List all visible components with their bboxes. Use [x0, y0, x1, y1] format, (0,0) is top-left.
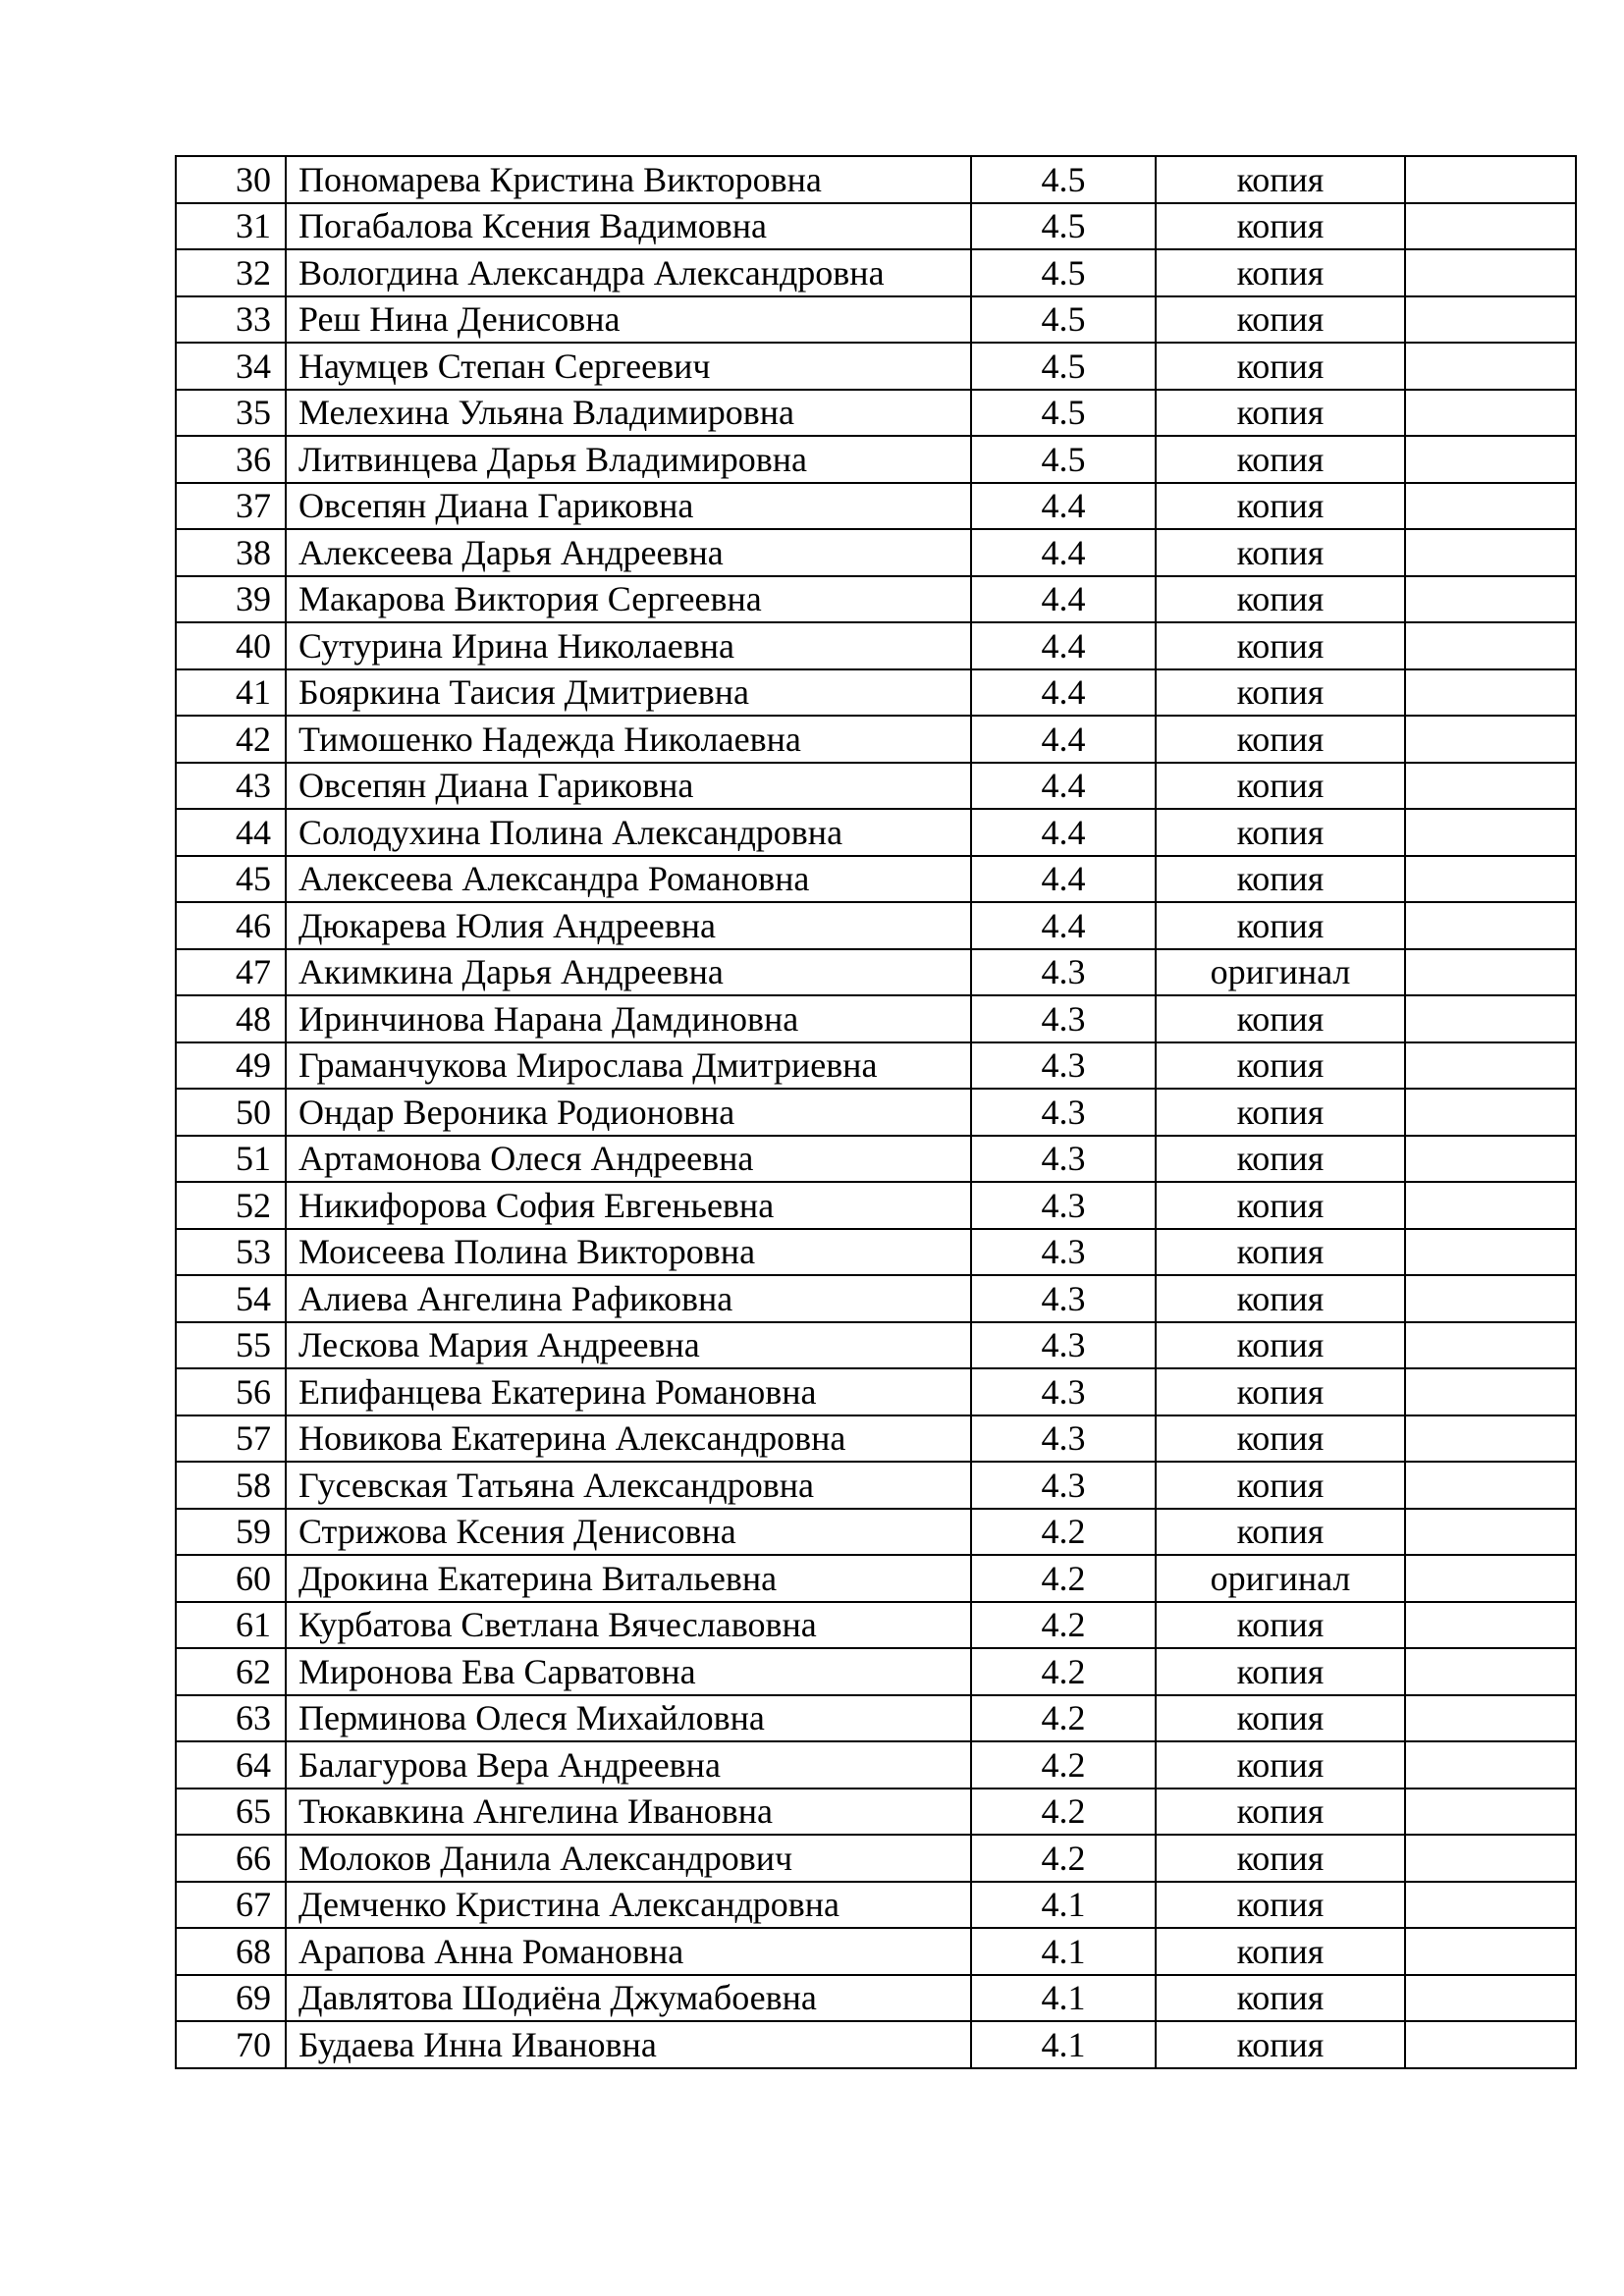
table-row [176, 296, 1576, 344]
document-type: копия [1156, 995, 1405, 1042]
average-score: 4.4 [971, 809, 1156, 856]
applicant-name: Артамонова Олеся Андреевна [286, 1136, 971, 1183]
row-number: 60 [176, 1555, 286, 1602]
row-number: 39 [176, 576, 286, 623]
document-type: копия [1156, 1462, 1405, 1509]
average-score: 4.4 [971, 763, 1156, 810]
document-type: копия [1156, 1509, 1405, 1556]
average-score: 4.4 [971, 902, 1156, 949]
table-row [176, 1182, 1576, 1229]
extra-cell [1405, 1089, 1576, 1136]
row-number: 59 [176, 1509, 286, 1556]
applicant-name: Граманчукова Мирослава Дмитриевна [286, 1042, 971, 1090]
table-row [176, 1462, 1576, 1509]
extra-cell [1405, 2021, 1576, 2068]
table-row [176, 1368, 1576, 1415]
document-type: копия [1156, 1042, 1405, 1090]
average-score: 4.5 [971, 249, 1156, 296]
average-score: 4.3 [971, 1136, 1156, 1183]
table-row [176, 763, 1576, 810]
extra-cell [1405, 669, 1576, 717]
row-number: 50 [176, 1089, 286, 1136]
applicant-name: Сутурина Ирина Николаевна [286, 622, 971, 669]
document-type: копия [1156, 1789, 1405, 1836]
extra-cell [1405, 529, 1576, 576]
extra-cell [1405, 296, 1576, 344]
document-type: копия [1156, 1928, 1405, 1975]
extra-cell [1405, 1136, 1576, 1183]
applicant-name: Алексеева Александра Романовна [286, 856, 971, 903]
row-number: 31 [176, 203, 286, 250]
table-row [176, 716, 1576, 763]
row-number: 61 [176, 1602, 286, 1649]
row-number: 55 [176, 1322, 286, 1369]
extra-cell [1405, 1415, 1576, 1463]
average-score: 4.5 [971, 390, 1156, 437]
extra-cell [1405, 622, 1576, 669]
row-number: 45 [176, 856, 286, 903]
document-type: копия [1156, 669, 1405, 717]
document-type: копия [1156, 1415, 1405, 1463]
average-score: 4.2 [971, 1509, 1156, 1556]
applicant-name: Демченко Кристина Александровна [286, 1882, 971, 1929]
document-type: копия [1156, 1975, 1405, 2022]
average-score: 4.3 [971, 1182, 1156, 1229]
table-row [176, 1835, 1576, 1882]
row-number: 48 [176, 995, 286, 1042]
extra-cell [1405, 1928, 1576, 1975]
table-row [176, 949, 1576, 996]
extra-cell [1405, 1509, 1576, 1556]
table-row [176, 1089, 1576, 1136]
document-type: копия [1156, 1602, 1405, 1649]
applicant-name: Лескова Мария Андреевна [286, 1322, 971, 1369]
applicants-table-body [176, 156, 1576, 2068]
table-row [176, 1928, 1576, 1975]
average-score: 4.2 [971, 1695, 1156, 1742]
extra-cell [1405, 203, 1576, 250]
document-type: копия [1156, 249, 1405, 296]
average-score: 4.4 [971, 576, 1156, 623]
extra-cell [1405, 902, 1576, 949]
document-type: копия [1156, 1368, 1405, 1415]
row-number: 58 [176, 1462, 286, 1509]
document-type: копия [1156, 2021, 1405, 2068]
extra-cell [1405, 390, 1576, 437]
applicant-name: Новикова Екатерина Александровна [286, 1415, 971, 1463]
extra-cell [1405, 156, 1576, 203]
document-type: копия [1156, 576, 1405, 623]
average-score: 4.4 [971, 716, 1156, 763]
table-row [176, 203, 1576, 250]
document-type: копия [1156, 856, 1405, 903]
average-score: 4.3 [971, 1042, 1156, 1090]
extra-cell [1405, 249, 1576, 296]
extra-cell [1405, 1975, 1576, 2022]
row-number: 53 [176, 1229, 286, 1276]
row-number: 44 [176, 809, 286, 856]
table-row [176, 249, 1576, 296]
document-type: копия [1156, 716, 1405, 763]
applicant-name: Перминова Олеся Михайловна [286, 1695, 971, 1742]
average-score: 4.3 [971, 1275, 1156, 1322]
row-number: 63 [176, 1695, 286, 1742]
applicant-name: Балагурова Вера Андреевна [286, 1741, 971, 1789]
document-type: копия [1156, 763, 1405, 810]
table-row [176, 1741, 1576, 1789]
applicant-name: Овсепян Диана Гариковна [286, 483, 971, 530]
average-score: 4.1 [971, 1882, 1156, 1929]
table-row [176, 1322, 1576, 1369]
document-type: копия [1156, 1648, 1405, 1695]
document-type: копия [1156, 296, 1405, 344]
extra-cell [1405, 763, 1576, 810]
table-row [176, 576, 1576, 623]
average-score: 4.3 [971, 1415, 1156, 1463]
extra-cell [1405, 1882, 1576, 1929]
extra-cell [1405, 949, 1576, 996]
table-row [176, 669, 1576, 717]
table-row [176, 1415, 1576, 1463]
table-row [176, 1695, 1576, 1742]
applicant-name: Давлятова Шодиёна Джумабоевна [286, 1975, 971, 2022]
average-score: 4.3 [971, 949, 1156, 996]
applicant-name: Стрижова Ксения Денисовна [286, 1509, 971, 1556]
average-score: 4.5 [971, 343, 1156, 390]
document-type: копия [1156, 1835, 1405, 1882]
table-row [176, 1509, 1576, 1556]
document-type: копия [1156, 436, 1405, 483]
extra-cell [1405, 856, 1576, 903]
row-number: 47 [176, 949, 286, 996]
document-type: оригинал [1156, 1555, 1405, 1602]
row-number: 46 [176, 902, 286, 949]
extra-cell [1405, 809, 1576, 856]
row-number: 68 [176, 1928, 286, 1975]
document-type: копия [1156, 809, 1405, 856]
document-type: копия [1156, 343, 1405, 390]
document-type: копия [1156, 390, 1405, 437]
document-type: копия [1156, 1741, 1405, 1789]
applicant-name: Епифанцева Екатерина Романовна [286, 1368, 971, 1415]
extra-cell [1405, 1229, 1576, 1276]
row-number: 32 [176, 249, 286, 296]
applicant-name: Ондар Вероника Родионовна [286, 1089, 971, 1136]
table-row [176, 390, 1576, 437]
document-type: копия [1156, 203, 1405, 250]
extra-cell [1405, 1462, 1576, 1509]
table-row [176, 1555, 1576, 1602]
table-row [176, 1229, 1576, 1276]
document-type: копия [1156, 529, 1405, 576]
row-number: 41 [176, 669, 286, 717]
average-score: 4.3 [971, 1462, 1156, 1509]
table-row [176, 1275, 1576, 1322]
applicant-name: Алексеева Дарья Андреевна [286, 529, 971, 576]
table-row [176, 343, 1576, 390]
applicant-name: Иринчинова Нарана Дамдиновна [286, 995, 971, 1042]
extra-cell [1405, 1835, 1576, 1882]
extra-cell [1405, 1555, 1576, 1602]
extra-cell [1405, 716, 1576, 763]
extra-cell [1405, 1042, 1576, 1090]
table-row [176, 483, 1576, 530]
applicant-name: Дюкарева Юлия Андреевна [286, 902, 971, 949]
document-type: копия [1156, 1322, 1405, 1369]
applicant-name: Дрокина Екатерина Витальевна [286, 1555, 971, 1602]
row-number: 38 [176, 529, 286, 576]
row-number: 42 [176, 716, 286, 763]
average-score: 4.5 [971, 436, 1156, 483]
extra-cell [1405, 1695, 1576, 1742]
extra-cell [1405, 343, 1576, 390]
applicant-name: Бояркина Таисия Дмитриевна [286, 669, 971, 717]
applicant-name: Макарова Виктория Сергеевна [286, 576, 971, 623]
document-type: копия [1156, 1229, 1405, 1276]
table-row [176, 809, 1576, 856]
row-number: 69 [176, 1975, 286, 2022]
average-score: 4.2 [971, 1648, 1156, 1695]
average-score: 4.3 [971, 1322, 1156, 1369]
applicant-name: Моисеева Полина Викторовна [286, 1229, 971, 1276]
average-score: 4.3 [971, 1229, 1156, 1276]
average-score: 4.4 [971, 622, 1156, 669]
average-score: 4.3 [971, 1089, 1156, 1136]
extra-cell [1405, 1741, 1576, 1789]
applicant-name: Литвинцева Дарья Владимировна [286, 436, 971, 483]
average-score: 4.5 [971, 203, 1156, 250]
row-number: 34 [176, 343, 286, 390]
row-number: 35 [176, 390, 286, 437]
row-number: 36 [176, 436, 286, 483]
applicant-name: Наумцев Степан Сергеевич [286, 343, 971, 390]
average-score: 4.4 [971, 483, 1156, 530]
document-type: копия [1156, 1182, 1405, 1229]
document-type: копия [1156, 1089, 1405, 1136]
extra-cell [1405, 1789, 1576, 1836]
average-score: 4.4 [971, 669, 1156, 717]
table-row [176, 1602, 1576, 1649]
average-score: 4.3 [971, 1368, 1156, 1415]
row-number: 62 [176, 1648, 286, 1695]
extra-cell [1405, 1322, 1576, 1369]
average-score: 4.4 [971, 529, 1156, 576]
row-number: 67 [176, 1882, 286, 1929]
table-row [176, 1789, 1576, 1836]
table-row [176, 622, 1576, 669]
row-number: 65 [176, 1789, 286, 1836]
applicants-table [175, 155, 1577, 2069]
applicant-name: Гусевская Татьяна Александровна [286, 1462, 971, 1509]
average-score: 4.2 [971, 1555, 1156, 1602]
table-row [176, 156, 1576, 203]
applicant-name: Миронова Ева Сарватовна [286, 1648, 971, 1695]
row-number: 64 [176, 1741, 286, 1789]
table-row [176, 856, 1576, 903]
applicant-name: Курбатова Светлана Вячеславовна [286, 1602, 971, 1649]
row-number: 33 [176, 296, 286, 344]
row-number: 37 [176, 483, 286, 530]
extra-cell [1405, 1275, 1576, 1322]
average-score: 4.5 [971, 296, 1156, 344]
row-number: 54 [176, 1275, 286, 1322]
applicant-name: Тимошенко Надежда Николаевна [286, 716, 971, 763]
table-row [176, 1136, 1576, 1183]
applicant-name: Мелехина Ульяна Владимировна [286, 390, 971, 437]
applicant-name: Солодухина Полина Александровна [286, 809, 971, 856]
average-score: 4.1 [971, 1975, 1156, 2022]
applicant-name: Акимкина Дарья Андреевна [286, 949, 971, 996]
applicant-name: Вологдина Александра Александровна [286, 249, 971, 296]
extra-cell [1405, 1602, 1576, 1649]
extra-cell [1405, 436, 1576, 483]
table-row [176, 436, 1576, 483]
applicant-name: Молоков Данила Александрович [286, 1835, 971, 1882]
applicant-name: Тюкавкина Ангелина Ивановна [286, 1789, 971, 1836]
average-score: 4.1 [971, 2021, 1156, 2068]
table-row [176, 1042, 1576, 1090]
extra-cell [1405, 483, 1576, 530]
document-type: копия [1156, 1695, 1405, 1742]
row-number: 56 [176, 1368, 286, 1415]
average-score: 4.2 [971, 1835, 1156, 1882]
table-row [176, 529, 1576, 576]
document-type: оригинал [1156, 949, 1405, 996]
extra-cell [1405, 1182, 1576, 1229]
row-number: 43 [176, 763, 286, 810]
row-number: 51 [176, 1136, 286, 1183]
row-number: 66 [176, 1835, 286, 1882]
document-type: копия [1156, 902, 1405, 949]
table-row [176, 1648, 1576, 1695]
applicant-name: Пономарева Кристина Викторовна [286, 156, 971, 203]
row-number: 52 [176, 1182, 286, 1229]
document-type: копия [1156, 1275, 1405, 1322]
average-score: 4.2 [971, 1741, 1156, 1789]
extra-cell [1405, 995, 1576, 1042]
average-score: 4.5 [971, 156, 1156, 203]
document-type: копия [1156, 156, 1405, 203]
applicant-name: Будаева Инна Ивановна [286, 2021, 971, 2068]
row-number: 49 [176, 1042, 286, 1090]
row-number: 40 [176, 622, 286, 669]
applicant-name: Арапова Анна Романовна [286, 1928, 971, 1975]
applicant-name: Овсепян Диана Гариковна [286, 763, 971, 810]
extra-cell [1405, 1368, 1576, 1415]
applicant-name: Реш Нина Денисовна [286, 296, 971, 344]
average-score: 4.2 [971, 1602, 1156, 1649]
extra-cell [1405, 576, 1576, 623]
document-type: копия [1156, 483, 1405, 530]
row-number: 70 [176, 2021, 286, 2068]
document-type: копия [1156, 1882, 1405, 1929]
row-number: 30 [176, 156, 286, 203]
table-row [176, 995, 1576, 1042]
extra-cell [1405, 1648, 1576, 1695]
table-row [176, 1882, 1576, 1929]
average-score: 4.4 [971, 856, 1156, 903]
average-score: 4.2 [971, 1789, 1156, 1836]
applicant-name: Никифорова София Евгеньевна [286, 1182, 971, 1229]
document-type: копия [1156, 622, 1405, 669]
row-number: 57 [176, 1415, 286, 1463]
average-score: 4.1 [971, 1928, 1156, 1975]
average-score: 4.3 [971, 995, 1156, 1042]
document-type: копия [1156, 1136, 1405, 1183]
table-row [176, 2021, 1576, 2068]
applicant-name: Погабалова Ксения Вадимовна [286, 203, 971, 250]
table-row [176, 902, 1576, 949]
table-row [176, 1975, 1576, 2022]
applicant-name: Алиева Ангелина Рафиковна [286, 1275, 971, 1322]
